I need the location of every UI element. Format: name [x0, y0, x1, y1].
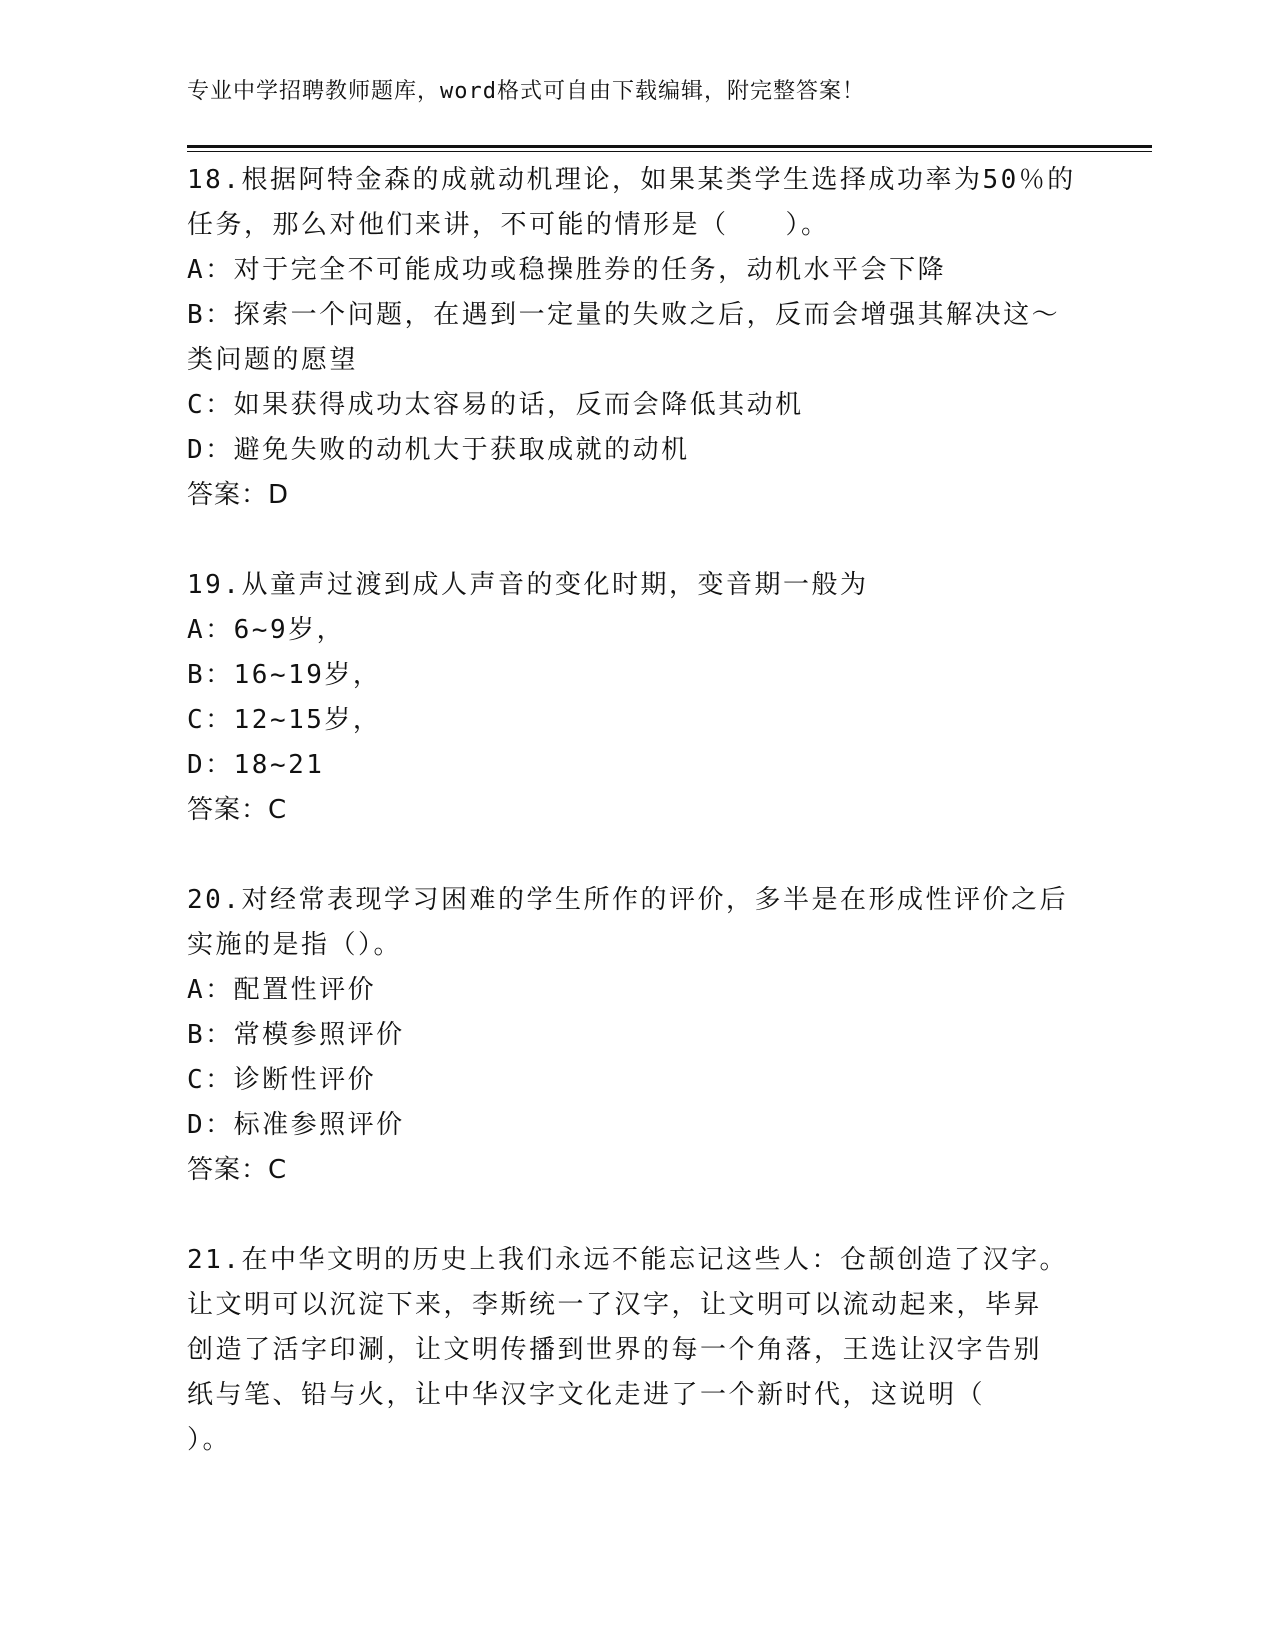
answer-key: 答案：C [187, 795, 288, 825]
header-rule-thick [187, 145, 1152, 148]
question-stem-line: 任务，那么对他们来讲，不可能的情形是（ ）。 [187, 210, 830, 240]
question-stem-line: 19.从童声过渡到成人声音的变化时期，变音期一般为 [187, 570, 869, 600]
question-stem-line: 21.在中华文明的历史上我们永远不能忘记这些人：仓颉创造了汉字。 [187, 1245, 1068, 1275]
question-stem-line: 纸与笔、铅与火，让中华汉字文化走进了一个新时代，这说明（ [187, 1380, 986, 1410]
question-stem-line: 让文明可以沉淀下来，李斯统一了汉字，让文明可以流动起来，毕昇 [187, 1290, 1043, 1320]
question-block [187, 878, 1117, 1193]
answer-option: D：标准参照评价 [187, 1110, 405, 1140]
question-block [187, 158, 1117, 518]
question-stem-line: 18.根据阿特金森的成就动机理论，如果某类学生选择成功率为50％的 [187, 165, 1076, 195]
answer-option: B：16~19岁， [187, 660, 382, 690]
question-stem-line: 创造了活字印涮，让文明传播到世界的每一个角落，王选让汉字告别 [187, 1335, 1043, 1365]
answer-option: D：避免失败的动机大于获取成就的动机 [187, 435, 690, 465]
answer-option: 类问题的愿望 [187, 345, 359, 375]
question-spacer [187, 833, 1117, 878]
page-header: 专业中学招聘教师题库，word格式可自由下载编辑，附完整答案！ [187, 79, 865, 104]
answer-option: A：6~9岁， [187, 615, 346, 645]
answer-option: A：对于完全不可能成功或稳操胜券的任务，动机水平会下降 [187, 255, 947, 285]
answer-option: B：常模参照评价 [187, 1020, 405, 1050]
question-block [187, 1238, 1117, 1463]
answer-option: C：如果获得成功太容易的话，反而会降低其动机 [187, 390, 804, 420]
question-list [187, 158, 1117, 1463]
answer-option: C：诊断性评价 [187, 1065, 377, 1095]
answer-option: B：探索一个问题，在遇到一定量的失败之后，反而会增强其解决这～ [187, 300, 1061, 330]
answer-option: C：12~15岁， [187, 705, 382, 735]
answer-key: 答案：C [187, 1155, 288, 1185]
question-spacer [187, 1193, 1117, 1238]
question-stem-line: ）。 [187, 1425, 232, 1455]
question-stem-line: 实施的是指（）。 [187, 930, 403, 960]
answer-option: D：18~21 [187, 750, 325, 780]
answer-key: 答案：D [187, 480, 290, 510]
header-rule-thin [187, 151, 1152, 152]
question-stem-line: 20.对经常表现学习困难的学生所作的评价，多半是在形成性评价之后 [187, 885, 1068, 915]
answer-option: A：配置性评价 [187, 975, 377, 1005]
question-block [187, 563, 1117, 833]
question-spacer [187, 518, 1117, 563]
